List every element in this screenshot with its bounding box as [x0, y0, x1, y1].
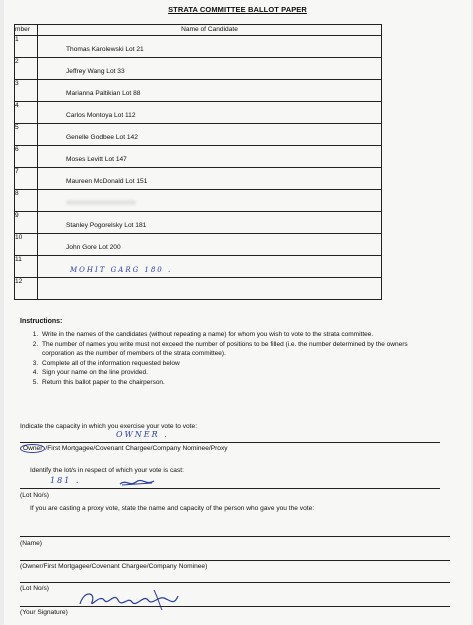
signature-icon [74, 586, 184, 614]
proxy-capacity-label: (Owner/First Mortgagee/Covenant Chargee/Company Nominee) [20, 563, 208, 570]
table-row [15, 190, 382, 212]
instruction-item: 5. Return this ballot paper to the chairperson. [40, 378, 440, 388]
number-column-header: mber [15, 25, 38, 36]
table-row [15, 124, 382, 146]
instructions-list [26, 330, 440, 387]
candidate-cell[interactable] [38, 212, 382, 234]
lot-line[interactable] [20, 488, 440, 489]
row-number: 4 [15, 102, 38, 124]
capacity-prompt: Indicate the capacity in which you exercise your vote to vote: [20, 423, 198, 430]
signature-line[interactable] [20, 606, 450, 607]
candidate-cell[interactable] [38, 80, 382, 102]
lot-handwritten: 181 . [50, 476, 81, 485]
candidate-name: Carlos Montoya Lot 112 [66, 112, 136, 119]
row-number: 12 [15, 278, 38, 300]
candidate-cell[interactable] [38, 146, 382, 168]
row-number: 2 [15, 58, 38, 80]
instruction-item: 1. Write in the names of the candidates (without repeating a name) for whom you wish to vote to the strata committee. [40, 330, 440, 340]
capacity-options-rest: /First Mortgagee/Covenant Chargee/Company Nominee/Proxy [45, 445, 228, 452]
proxy-lot-line[interactable] [20, 582, 450, 583]
candidate-name: Maureen McDonald Lot 151 [66, 178, 148, 185]
lot-label: (Lot No/s) [20, 492, 49, 499]
candidate-cell[interactable] [38, 234, 382, 256]
redacted-entry [66, 200, 136, 205]
scribble-icon [118, 478, 158, 488]
candidate-cell[interactable] [38, 58, 382, 80]
candidate-cell[interactable] [38, 102, 382, 124]
handwritten-candidate: MOHIT GARG 180 . [70, 266, 173, 274]
instruction-item: 4. Sign your name on the line provided. [40, 368, 440, 378]
ballot-paper [4, 0, 471, 625]
table-row [15, 212, 382, 234]
row-number: 6 [15, 146, 38, 168]
capacity-handwritten: OWNER . [116, 430, 169, 439]
table-row [15, 146, 382, 168]
row-number: 11 [15, 256, 38, 278]
instructions-heading: Instructions: [20, 318, 63, 325]
candidate-table [14, 24, 382, 300]
row-number: 9 [15, 212, 38, 234]
owner-circled-option: Owner [20, 444, 45, 453]
table-row [15, 58, 382, 80]
table-row [15, 256, 382, 278]
candidate-cell[interactable] [38, 190, 382, 212]
row-number: 1 [15, 36, 38, 58]
instruction-item: 3. Complete all of the information requested below [40, 359, 440, 369]
table-row [15, 80, 382, 102]
candidate-name: John Gore Lot 200 [66, 244, 121, 251]
candidate-name: Marianna Paltikian Lot 88 [66, 90, 141, 97]
row-number: 7 [15, 168, 38, 190]
candidate-name: Thomas Karolewski Lot 21 [66, 46, 144, 53]
candidate-name: Jeffrey Wang Lot 33 [66, 68, 125, 75]
candidate-cell[interactable] [38, 124, 382, 146]
proxy-lot-label: (Lot No/s) [20, 585, 49, 592]
candidate-name: Stanley Pogorelsky Lot 181 [66, 222, 147, 229]
lot-prompt: Identify the lot/s in respect of which your vote is cast: [30, 467, 184, 474]
row-number: 10 [15, 234, 38, 256]
candidate-cell[interactable] [38, 168, 382, 190]
candidate-name: Genelle Godbee Lot 142 [66, 134, 138, 141]
row-number: 3 [15, 80, 38, 102]
page-title: STRATA COMMITTEE BALLOT PAPER [168, 5, 307, 14]
table-row [15, 168, 382, 190]
proxy-name-line[interactable] [20, 536, 450, 537]
table-row [15, 234, 382, 256]
proxy-capacity-line[interactable] [20, 560, 450, 561]
capacity-options [20, 445, 228, 452]
row-number: 5 [15, 124, 38, 146]
table-row [15, 278, 382, 300]
proxy-prompt: If you are casting a proxy vote, state the name and capacity of the person who gave you the vote: [30, 505, 315, 512]
candidate-cell[interactable] [38, 256, 382, 278]
candidate-name: Moses Levitt Lot 147 [66, 156, 127, 163]
row-number: 8 [15, 190, 38, 212]
signature-label: (Your Signature) [20, 609, 68, 616]
name-label: (Name) [20, 540, 42, 547]
name-column-header: Name of Candidate [38, 25, 382, 36]
candidate-cell[interactable] [38, 278, 382, 300]
candidate-cell[interactable] [38, 36, 382, 58]
table-row [15, 36, 382, 58]
table-row [15, 102, 382, 124]
capacity-line[interactable] [20, 442, 440, 443]
instruction-item: 2. The number of names you write must not exceed the number of positions to be filled (i.e. the number determined by the owners corporation as the number of members of the strata committee). [40, 340, 440, 359]
